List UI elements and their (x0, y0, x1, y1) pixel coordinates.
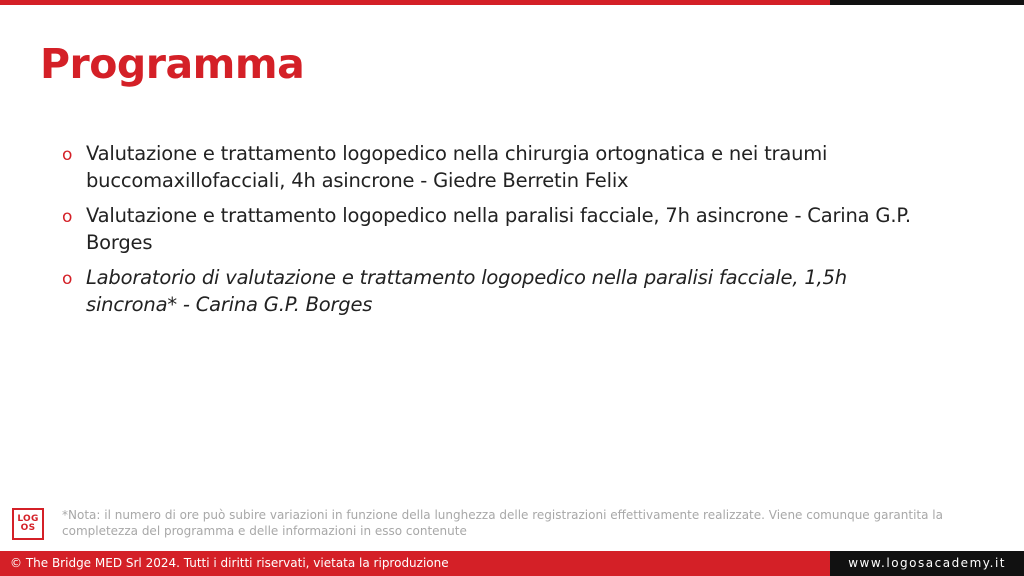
bullet-icon: o (62, 269, 73, 289)
slide-title: Programma (40, 40, 305, 88)
program-item-text: Valutazione e trattamento logopedico nella chirurgia ortognatica e nei traumi buccomaxillofacciali, 4h asincrone - Giedre Berretin Felix (86, 142, 828, 192)
program-item (62, 202, 942, 256)
top-accent-bar (0, 0, 830, 5)
program-item-text: Laboratorio di valutazione e trattamento logopedico nella paralisi facciale, 1,5h sincrona* - Carina G.P. Borges (86, 266, 847, 316)
top-dark-bar (830, 0, 1024, 5)
program-list (62, 140, 942, 326)
bullet-icon: o (62, 207, 73, 227)
program-item (62, 264, 942, 318)
copyright-text: © The Bridge MED Srl 2024. Tutti i diritti riservati, vietata la riproduzione (10, 556, 449, 570)
program-item-text: Valutazione e trattamento logopedico nella paralisi facciale, 7h asincrone - Carina G.P. Borges (86, 204, 911, 254)
website-link[interactable]: www.logosacademy.it (848, 556, 1006, 570)
logo-text-line-1: LOG (17, 514, 39, 524)
footnote: *Nota: il numero di ore può subire variazioni in funzione della lunghezza delle registrazioni effettivamente realizzate. Viene comunque garantita la completezza del programma e delle informazioni in esso contenute (62, 508, 943, 538)
bullet-icon: o (62, 145, 73, 165)
program-item (62, 140, 942, 194)
logo-text-line-2: OS (20, 523, 36, 533)
logos-logo (12, 508, 44, 540)
